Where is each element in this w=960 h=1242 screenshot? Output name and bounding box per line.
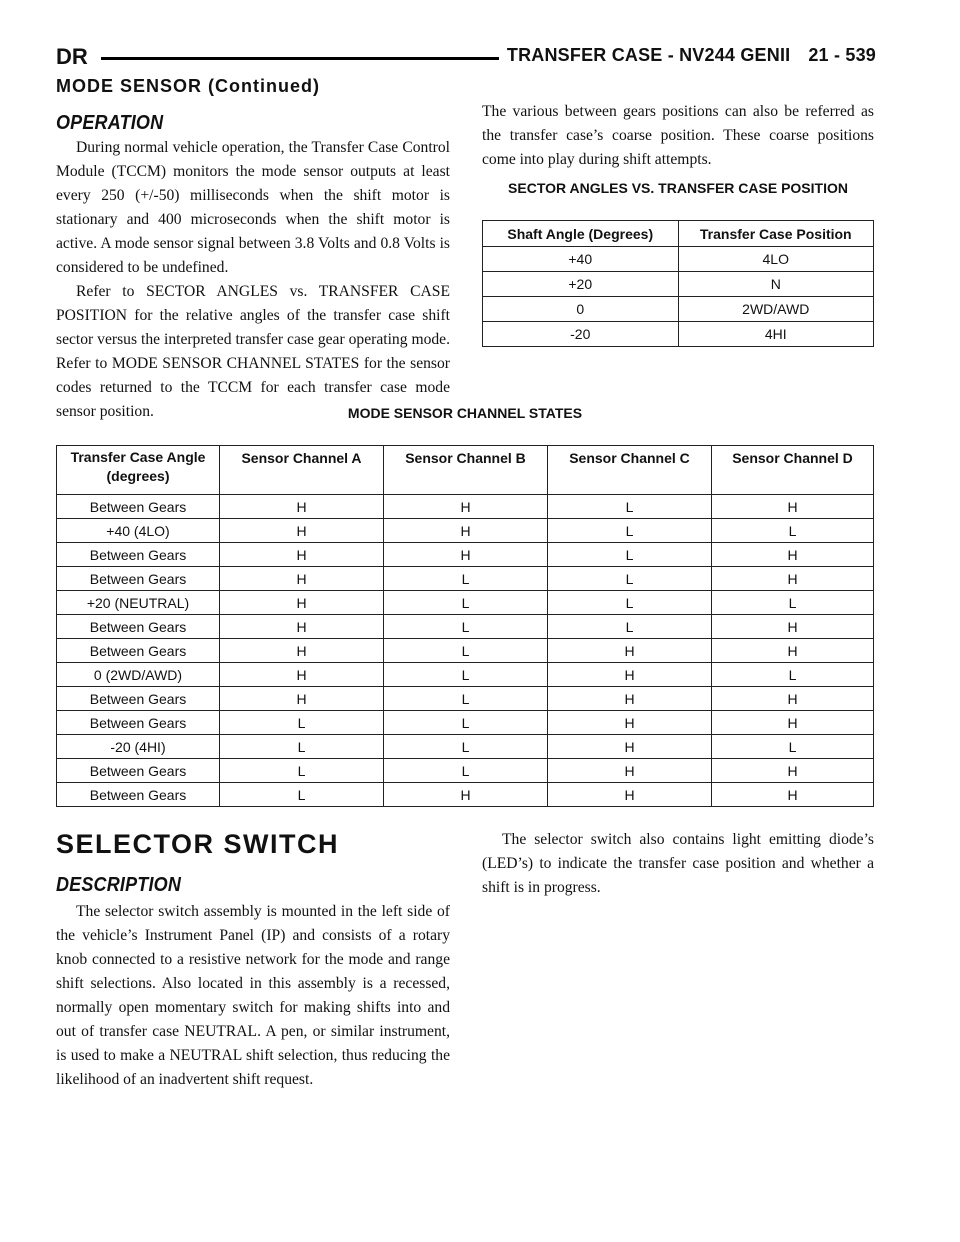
selector-text-right	[482, 828, 874, 900]
header-rule	[101, 57, 499, 60]
table-row	[57, 615, 874, 639]
table-cell: L	[384, 639, 548, 663]
column-header: Transfer Case Angle (degrees)	[57, 446, 220, 495]
table-cell: H	[548, 735, 712, 759]
table-row	[57, 783, 874, 807]
column-header: Shaft Angle (Degrees)	[483, 221, 679, 247]
table-row	[483, 247, 874, 272]
operation-paragraph-2: Refer to SECTOR ANGLES vs. TRANSFER CASE POSITION for the relative angles of the transfer case shift sector versus the interpreted transfer case gear operating mode. Refer to MODE SENSOR CHANNEL STATES for the sensor codes returned to the TCCM for each transfer case mode sensor position.	[56, 283, 450, 420]
table-cell: Between Gears	[57, 639, 220, 663]
table-cell: N	[678, 272, 874, 297]
table-cell: Between Gears	[57, 543, 220, 567]
table-cell: H	[712, 783, 874, 807]
table-row	[483, 272, 874, 297]
mode-sensor-channel-table	[56, 445, 874, 807]
section-code: DR	[56, 44, 88, 69]
table-row	[57, 735, 874, 759]
table-cell: L	[384, 759, 548, 783]
table-cell: H	[220, 615, 384, 639]
table-cell: H	[712, 567, 874, 591]
table-cell: L	[712, 591, 874, 615]
column-header: Sensor Channel C	[548, 446, 712, 495]
description-heading: DESCRIPTION	[56, 874, 182, 896]
table-cell: 4HI	[678, 322, 874, 347]
table-cell: H	[384, 495, 548, 519]
table-cell: H	[220, 663, 384, 687]
table-row	[57, 687, 874, 711]
table-cell: H	[548, 663, 712, 687]
table-cell: H	[220, 543, 384, 567]
column-header: Sensor Channel D	[712, 446, 874, 495]
table-cell: 4LO	[678, 247, 874, 272]
table-cell: H	[548, 783, 712, 807]
table-cell: 0	[483, 297, 679, 322]
table-row	[57, 519, 874, 543]
table-row	[57, 591, 874, 615]
table-cell: H	[712, 759, 874, 783]
table-cell: -20	[483, 322, 679, 347]
table-cell: L	[712, 519, 874, 543]
table-row	[483, 297, 874, 322]
table-cell: L	[220, 783, 384, 807]
table-cell: L	[384, 567, 548, 591]
table-cell: +40 (4LO)	[57, 519, 220, 543]
selector-switch-heading: SELECTOR SWITCH	[56, 829, 340, 859]
table-cell: L	[548, 519, 712, 543]
table-cell: L	[384, 687, 548, 711]
table-cell: +20 (NEUTRAL)	[57, 591, 220, 615]
table-cell: H	[220, 519, 384, 543]
table-row	[57, 759, 874, 783]
table-cell: Between Gears	[57, 567, 220, 591]
table-cell: Between Gears	[57, 759, 220, 783]
selector-text-left	[56, 900, 450, 1092]
table-cell: H	[712, 711, 874, 735]
continued-heading: MODE SENSOR (Continued)	[56, 76, 320, 96]
table-cell: +20	[483, 272, 679, 297]
channel-table-caption: MODE SENSOR CHANNEL STATES	[347, 405, 583, 421]
column-header: Sensor Channel B	[384, 446, 548, 495]
chapter-title: TRANSFER CASE - NV244 GENII	[506, 45, 791, 65]
operation-text-right	[482, 100, 874, 172]
page-number: 21 - 539	[808, 45, 876, 65]
table-cell: H	[712, 639, 874, 663]
table-cell: 0 (2WD/AWD)	[57, 663, 220, 687]
table-row	[57, 663, 874, 687]
table-cell: H	[220, 495, 384, 519]
table-cell: H	[220, 639, 384, 663]
operation-paragraph-1: During normal vehicle operation, the Transfer Case Control Module (TCCM) monitors the mode sensor outputs at least every 250 (+/-50) milliseconds when the shift motor is stationary and 400 microseconds when the shift motor is active. A mode sensor signal between 3.8 Volts and 0.8 Volts is considered to be undefined.	[56, 139, 450, 276]
table-cell: H	[384, 783, 548, 807]
table-row	[57, 711, 874, 735]
table-cell: Between Gears	[57, 783, 220, 807]
table-cell: H	[548, 759, 712, 783]
table-cell: H	[384, 519, 548, 543]
table-cell: L	[384, 711, 548, 735]
table-cell: H	[384, 543, 548, 567]
table-cell: L	[548, 591, 712, 615]
table-row	[483, 322, 874, 347]
table-cell: H	[548, 639, 712, 663]
table-cell: H	[712, 495, 874, 519]
table-cell: H	[712, 543, 874, 567]
table-cell: H	[220, 687, 384, 711]
table-cell: L	[548, 543, 712, 567]
operation-text-left	[56, 136, 450, 424]
table-cell: L	[220, 711, 384, 735]
table-row	[57, 567, 874, 591]
table-cell: L	[712, 663, 874, 687]
table-cell: L	[712, 735, 874, 759]
table-cell: Between Gears	[57, 711, 220, 735]
table-row	[57, 639, 874, 663]
operation-paragraph-3: The various between gears positions can also be referred as the transfer case’s coarse position. These coarse positions come into play during shift attempts.	[482, 103, 874, 168]
sector-angles-table	[482, 220, 874, 347]
table-cell: Between Gears	[57, 615, 220, 639]
table-cell: L	[548, 567, 712, 591]
table-cell: L	[220, 759, 384, 783]
table-row	[57, 543, 874, 567]
operation-heading: OPERATION	[56, 112, 164, 134]
table-header-row	[483, 221, 874, 247]
table-cell: +40	[483, 247, 679, 272]
column-header: Sensor Channel A	[220, 446, 384, 495]
table-cell: Between Gears	[57, 687, 220, 711]
table-cell: H	[220, 591, 384, 615]
table-cell: L	[220, 735, 384, 759]
table-cell: H	[548, 687, 712, 711]
table-cell: H	[712, 615, 874, 639]
sector-table-caption: SECTOR ANGLES VS. TRANSFER CASE POSITION	[508, 180, 848, 196]
table-cell: L	[548, 495, 712, 519]
table-cell: H	[712, 687, 874, 711]
table-cell: 2WD/AWD	[678, 297, 874, 322]
table-cell: H	[548, 711, 712, 735]
table-cell: L	[548, 615, 712, 639]
table-row	[57, 495, 874, 519]
table-cell: L	[384, 591, 548, 615]
table-header-row	[57, 446, 874, 495]
table-cell: L	[384, 615, 548, 639]
page-header-right	[507, 45, 876, 66]
column-header: Transfer Case Position	[678, 221, 874, 247]
table-cell: L	[384, 663, 548, 687]
table-cell: Between Gears	[57, 495, 220, 519]
table-cell: L	[384, 735, 548, 759]
table-cell: -20 (4HI)	[57, 735, 220, 759]
table-cell: H	[220, 567, 384, 591]
selector-paragraph-1: The selector switch assembly is mounted in the left side of the vehicle’s Instrument Panel (IP) and consists of a rotary knob connected to a resistive network for the mode and range shift selections. Also located in this assembly is a recessed, normally open momentary switch for making shifts into and out of transfer case NEUTRAL. A pen, or similar instrument, is used to make a NEUTRAL shift selection, thus reducing the likelihood of an inadvertent shift request.	[56, 903, 450, 1088]
selector-paragraph-2: The selector switch also contains light emitting diode’s (LED’s) to indicate the transfer case position and whether a shift is in progress.	[482, 831, 874, 896]
